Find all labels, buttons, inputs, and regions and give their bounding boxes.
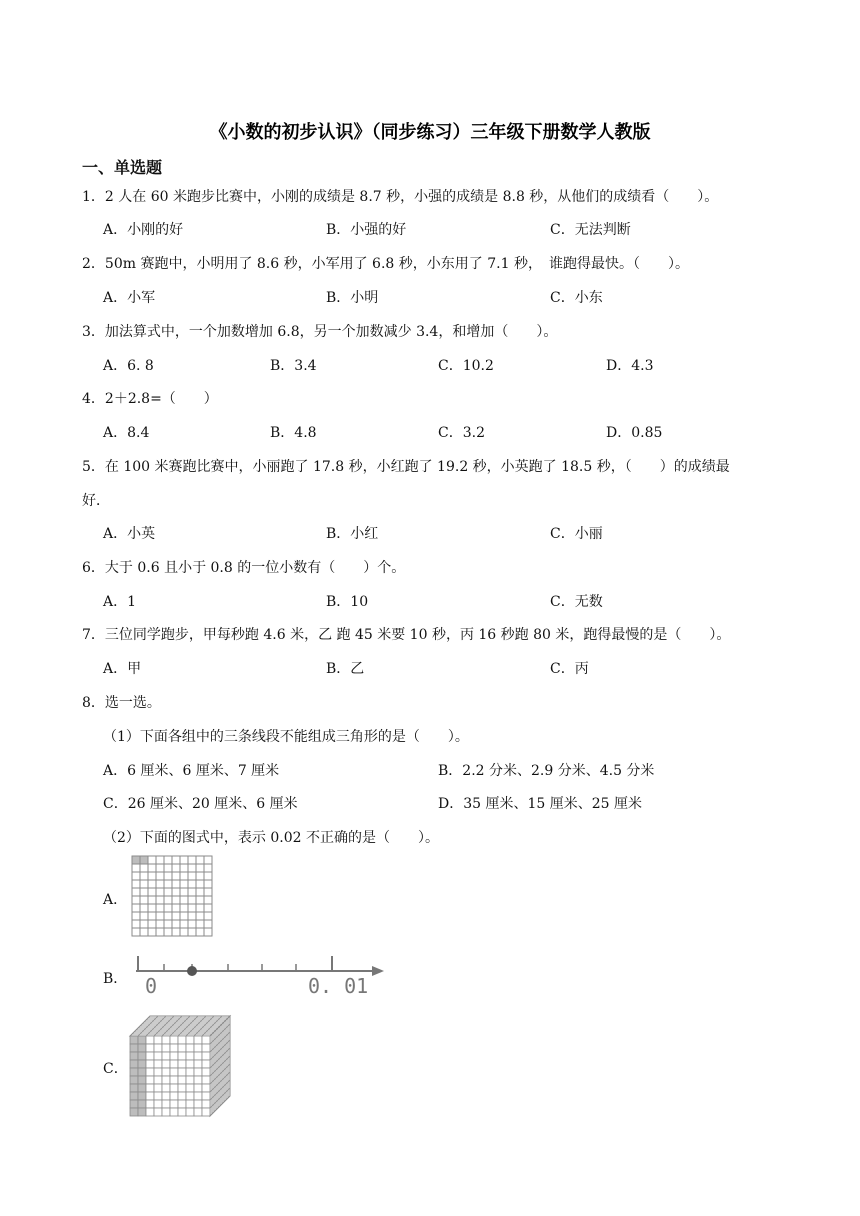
grid-cell: [140, 920, 148, 928]
grid-cell: [140, 864, 148, 872]
grid-cell: [180, 920, 188, 928]
grid-cell: [132, 864, 140, 872]
grid-cell: [188, 856, 196, 864]
question-3: 3．加法算式中，一个加数增加 6.8，另一个加数减少 3.4，和增加（ ）。: [82, 324, 558, 340]
grid-cell: [180, 880, 188, 888]
grid-cell: [156, 872, 164, 880]
grid-cell: [180, 856, 188, 864]
cube-front-cell: [130, 1100, 138, 1108]
grid-cell: [164, 888, 172, 896]
grid-cell: [164, 880, 172, 888]
cube-front-cell: [186, 1068, 194, 1076]
q4-option-a[interactable]: A．8.4: [103, 425, 150, 441]
cube-front-cell: [202, 1068, 210, 1076]
grid-cell: [140, 904, 148, 912]
cube-front-cell: [178, 1076, 186, 1084]
cube-front-cell: [162, 1060, 170, 1068]
cube-front-cell: [202, 1052, 210, 1060]
grid-cell: [156, 904, 164, 912]
cube-front-cell: [154, 1052, 162, 1060]
cube-front-cell: [138, 1060, 146, 1068]
question-7: 7．三位同学跑步，甲每秒跑 4.6 米，乙 跑 45 米要 10 秒，丙 16 秒跑 80 米，跑得最慢的是（ ）。: [82, 627, 731, 643]
page-title: 《小数的初步认识》（同步练习）三年级下册数学人教版: [209, 122, 651, 143]
grid-cell: [180, 888, 188, 896]
q8-2-option-c[interactable]: C．: [103, 1061, 128, 1077]
cube-front-cell: [130, 1076, 138, 1084]
cube-front-cell: [154, 1076, 162, 1084]
grid-cell: [204, 856, 212, 864]
grid-cell: [196, 912, 204, 920]
cube-front-cell: [202, 1100, 210, 1108]
q8-1-option-a[interactable]: A．6 厘米、6 厘米、7 厘米: [103, 763, 280, 779]
question-1: 1．2 人在 60 米跑步比赛中，小刚的成绩是 8.7 秒，小强的成绩是 8.8 秒，从他们的成绩看（ ）。: [82, 189, 719, 205]
grid-cell: [180, 872, 188, 880]
cube-front-cell: [130, 1092, 138, 1100]
grid-cell: [164, 864, 172, 872]
grid-cell: [172, 904, 180, 912]
cube-front-cell: [154, 1060, 162, 1068]
cube-front-cell: [146, 1100, 154, 1108]
cube-front-cell: [202, 1036, 210, 1044]
cube-front-cell: [130, 1108, 138, 1116]
cube-front-cell: [138, 1068, 146, 1076]
grid-cell: [132, 872, 140, 880]
q8-sub1: （1）下面各组中的三条线段不能组成三角形的是（ ）。: [103, 729, 469, 745]
grid-cell: [188, 872, 196, 880]
grid-cell: [148, 920, 156, 928]
question-4: 4．2＋2.8=（ ）: [82, 391, 218, 407]
grid-cell: [188, 880, 196, 888]
grid-cell: [188, 904, 196, 912]
q8-sub2: （2）下面的图式中，表示 0.02 不正确的是（ ）。: [103, 830, 439, 846]
q7-option-b[interactable]: B．乙: [326, 661, 365, 677]
cube-front-cell: [194, 1036, 202, 1044]
grid-cell: [180, 896, 188, 904]
cube-front-cell: [194, 1076, 202, 1084]
grid-cell: [148, 880, 156, 888]
cube-front-cell: [146, 1084, 154, 1092]
cube-front-cell: [194, 1108, 202, 1116]
q7-option-c[interactable]: C．丙: [550, 661, 589, 677]
hundred-grid-figure: [131, 855, 213, 937]
q8-1-option-d[interactable]: D．35 厘米、15 厘米、25 厘米: [438, 796, 643, 812]
q6-option-a[interactable]: A．1: [103, 594, 137, 610]
grid-cell: [132, 904, 140, 912]
cube-front-cell: [146, 1068, 154, 1076]
q1-option-a[interactable]: A．小刚的好: [103, 222, 184, 238]
cube-front-cell: [170, 1084, 178, 1092]
grid-cell: [156, 856, 164, 864]
q4-option-c[interactable]: C．3.2: [438, 425, 485, 441]
cube-front-cell: [130, 1044, 138, 1052]
question-2: 2．50m 赛跑中，小明用了 8.6 秒，小军用了 6.8 秒，小东用了 7.1 秒， 谁跑得最快。（ ）。: [82, 256, 689, 272]
grid-cell: [180, 912, 188, 920]
grid-cell: [156, 912, 164, 920]
grid-cell: [132, 912, 140, 920]
grid-cell: [156, 864, 164, 872]
cube-front-cell: [138, 1100, 146, 1108]
cube-front-cell: [146, 1092, 154, 1100]
cube-front-cell: [170, 1100, 178, 1108]
grid-cell: [172, 928, 180, 936]
grid-cell: [132, 896, 140, 904]
grid-cell: [140, 880, 148, 888]
cube-front-cell: [178, 1060, 186, 1068]
cube-front-cell: [146, 1052, 154, 1060]
grid-cell: [172, 920, 180, 928]
grid-cell: [188, 888, 196, 896]
cube-front-cell: [162, 1068, 170, 1076]
cube-front-cell: [146, 1044, 154, 1052]
cube-front-cell: [202, 1060, 210, 1068]
cube-front-cell: [162, 1036, 170, 1044]
cube-front-cell: [202, 1076, 210, 1084]
cube-front-cell: [178, 1052, 186, 1060]
cube-front-cell: [146, 1076, 154, 1084]
grid-cell: [164, 872, 172, 880]
q8-1-option-b[interactable]: B．2.2 分米、2.9 分米、4.5 分米: [438, 763, 655, 779]
grid-cell: [148, 864, 156, 872]
grid-cell: [196, 880, 204, 888]
grid-cell: [188, 864, 196, 872]
cube-front-cell: [186, 1084, 194, 1092]
cube-front-cell: [186, 1036, 194, 1044]
cube-front-cell: [138, 1084, 146, 1092]
grid-cell: [172, 864, 180, 872]
grid-cell: [164, 896, 172, 904]
cube-front-cell: [154, 1100, 162, 1108]
cube-front-cell: [194, 1068, 202, 1076]
grid-cell: [156, 888, 164, 896]
question-5: 5．在 100 米赛跑比赛中，小丽跑了 17.8 秒，小红跑了 19.2 秒，小英跑了 18.5 秒，（ ）的成绩最: [82, 459, 730, 475]
cube-front-cell: [138, 1036, 146, 1044]
grid-cell: [132, 928, 140, 936]
cube-front-cell: [194, 1084, 202, 1092]
grid-cell: [204, 896, 212, 904]
grid-cell: [188, 920, 196, 928]
q4-option-b[interactable]: B．4.8: [270, 425, 317, 441]
grid-cell: [140, 896, 148, 904]
cube-front-cell: [178, 1036, 186, 1044]
q8-2-option-a[interactable]: A．: [103, 892, 128, 908]
grid-cell: [204, 880, 212, 888]
grid-cell: [188, 912, 196, 920]
cube-front-cell: [138, 1076, 146, 1084]
question-5-cont: 好．: [82, 493, 110, 509]
grid-cell: [172, 888, 180, 896]
cube-front-cell: [154, 1068, 162, 1076]
section-heading: 一、单选题: [82, 158, 163, 177]
cube-front-cell: [162, 1052, 170, 1060]
grid-cell: [180, 928, 188, 936]
grid-cell: [196, 920, 204, 928]
cube-front-cell: [178, 1044, 186, 1052]
cube-front-cell: [194, 1092, 202, 1100]
q3-option-a[interactable]: A．6. 8: [103, 358, 154, 374]
grid-cell: [196, 864, 204, 872]
cube-front-cell: [130, 1036, 138, 1044]
cube-front-cell: [194, 1052, 202, 1060]
cube-front-cell: [138, 1108, 146, 1116]
grid-cell: [204, 920, 212, 928]
grid-cell: [156, 928, 164, 936]
grid-cell: [196, 904, 204, 912]
cube-front-cell: [154, 1108, 162, 1116]
cube-front-cell: [154, 1036, 162, 1044]
cube-front-cell: [162, 1100, 170, 1108]
grid-cell: [140, 856, 148, 864]
cube-front-cell: [186, 1076, 194, 1084]
cube-front-cell: [138, 1092, 146, 1100]
cube-front-cell: [186, 1100, 194, 1108]
grid-cell: [172, 856, 180, 864]
cube-front-cell: [186, 1060, 194, 1068]
grid-cell: [156, 920, 164, 928]
cube-front-cell: [202, 1092, 210, 1100]
grid-cell: [196, 856, 204, 864]
grid-cell: [172, 912, 180, 920]
cube-front-cell: [178, 1108, 186, 1116]
cube-front-cell: [130, 1052, 138, 1060]
grid-cell: [140, 928, 148, 936]
cube-front-cell: [178, 1100, 186, 1108]
cube-front-cell: [130, 1060, 138, 1068]
grid-cell: [148, 928, 156, 936]
cube-front-cell: [138, 1044, 146, 1052]
grid-cell: [148, 912, 156, 920]
q5-option-c[interactable]: C．小丽: [550, 526, 603, 542]
grid-cell: [204, 904, 212, 912]
cube-front-cell: [162, 1108, 170, 1116]
grid-cell: [196, 872, 204, 880]
cube-front-cell: [162, 1044, 170, 1052]
cube-front-cell: [202, 1084, 210, 1092]
q8-2-option-b[interactable]: B．: [103, 971, 128, 987]
grid-cell: [196, 888, 204, 896]
q1-option-b[interactable]: B．小强的好: [326, 222, 407, 238]
grid-cell: [172, 880, 180, 888]
grid-cell: [148, 872, 156, 880]
grid-cell: [132, 888, 140, 896]
grid-cell: [132, 880, 140, 888]
cube-front-cell: [170, 1044, 178, 1052]
grid-cell: [148, 856, 156, 864]
grid-cell: [156, 880, 164, 888]
grid-cell: [164, 912, 172, 920]
grid-cell: [156, 896, 164, 904]
q3-option-d[interactable]: D．4.3: [606, 358, 654, 374]
cube-front-cell: [130, 1084, 138, 1092]
grid-cell: [164, 920, 172, 928]
number-line-label-zero: 0: [145, 974, 158, 998]
cube-front-cell: [138, 1052, 146, 1060]
grid-cell: [196, 896, 204, 904]
cube-front-cell: [202, 1044, 210, 1052]
cube-front-cell: [162, 1084, 170, 1092]
grid-cell: [164, 904, 172, 912]
q7-option-a[interactable]: A．甲: [103, 661, 142, 677]
grid-cell: [164, 928, 172, 936]
cube-front-cell: [202, 1108, 210, 1116]
cube-front-cell: [146, 1036, 154, 1044]
grid-cell: [180, 904, 188, 912]
cube-front-cell: [170, 1036, 178, 1044]
q8-1-option-c[interactable]: C．26 厘米、20 厘米、6 厘米: [103, 796, 298, 812]
grid-cell: [148, 896, 156, 904]
grid-cell: [196, 928, 204, 936]
grid-cell: [204, 888, 212, 896]
cube-front-cell: [178, 1092, 186, 1100]
grid-cell: [132, 920, 140, 928]
cube-front-cell: [178, 1068, 186, 1076]
question-8: 8．选一选。: [82, 695, 161, 711]
grid-cell: [188, 896, 196, 904]
grid-cell: [140, 888, 148, 896]
q2-option-c[interactable]: C．小东: [550, 290, 603, 306]
question-6: 6．大于 0.6 且小于 0.8 的一位小数有（ ）个。: [82, 560, 406, 576]
cube-front-cell: [186, 1052, 194, 1060]
q6-option-c[interactable]: C．无数: [550, 594, 603, 610]
cube-front-cell: [170, 1076, 178, 1084]
grid-cell: [140, 912, 148, 920]
q5-option-a[interactable]: A．小英: [103, 526, 156, 542]
cube-front-cell: [146, 1060, 154, 1068]
cube-front-cell: [186, 1092, 194, 1100]
cube-front-cell: [194, 1044, 202, 1052]
grid-cell: [140, 872, 148, 880]
cube-front-cell: [194, 1060, 202, 1068]
cube-front-cell: [170, 1068, 178, 1076]
cube-front-cell: [194, 1100, 202, 1108]
cube-front-cell: [170, 1052, 178, 1060]
cube-front-cell: [178, 1084, 186, 1092]
q6-option-b[interactable]: B．10: [326, 594, 369, 610]
thousand-cube-figure: [128, 1014, 234, 1118]
q4-option-d[interactable]: D．0.85: [606, 425, 663, 441]
q2-option-a[interactable]: A．小军: [103, 290, 156, 306]
cube-front-cell: [170, 1092, 178, 1100]
q3-option-c[interactable]: C．10.2: [438, 358, 494, 374]
cube-front-cell: [146, 1108, 154, 1116]
grid-cell: [188, 928, 196, 936]
q1-option-c[interactable]: C．无法判断: [550, 222, 631, 238]
grid-cell: [132, 856, 140, 864]
grid-cell: [172, 896, 180, 904]
grid-cell: [164, 856, 172, 864]
q3-option-b[interactable]: B．3.4: [270, 358, 317, 374]
q5-option-b[interactable]: B．小红: [326, 526, 379, 542]
cube-front-cell: [186, 1108, 194, 1116]
cube-front-cell: [162, 1076, 170, 1084]
cube-front-cell: [170, 1108, 178, 1116]
grid-cell: [204, 864, 212, 872]
cube-front-cell: [170, 1060, 178, 1068]
grid-cell: [180, 864, 188, 872]
number-line-label-end: 0. 01: [308, 974, 369, 998]
grid-cell: [204, 872, 212, 880]
cube-front-cell: [186, 1044, 194, 1052]
cube-front-cell: [154, 1092, 162, 1100]
grid-cell: [148, 904, 156, 912]
grid-cell: [204, 912, 212, 920]
q2-option-b[interactable]: B．小明: [326, 290, 379, 306]
cube-front-cell: [162, 1092, 170, 1100]
cube-front-cell: [154, 1044, 162, 1052]
grid-cell: [172, 872, 180, 880]
cube-front-cell: [130, 1068, 138, 1076]
cube-front-cell: [154, 1084, 162, 1092]
grid-cell: [204, 928, 212, 936]
grid-cell: [148, 888, 156, 896]
